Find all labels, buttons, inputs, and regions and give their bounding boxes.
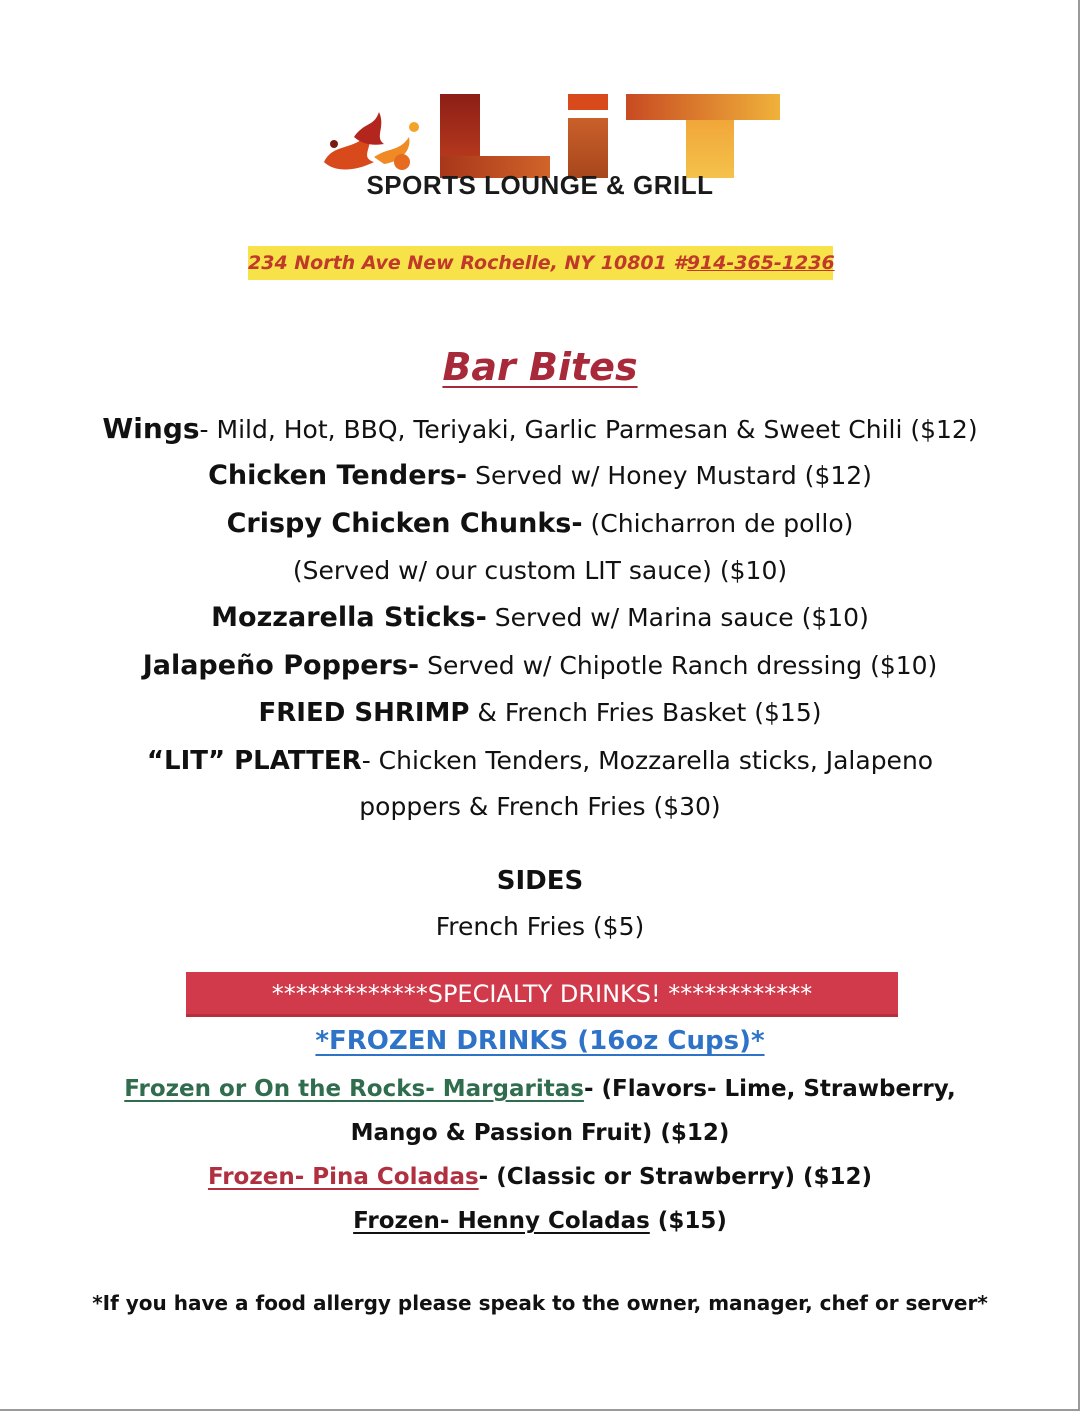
sides-heading: SIDES bbox=[496, 866, 584, 896]
drink-henny-coladas: Frozen- Henny Coladas ($15) bbox=[353, 1208, 727, 1234]
sides-item-french-fries: French Fries ($5) bbox=[435, 912, 645, 941]
menu-item-chicken-tenders: Chicken Tenders- Served w/ Honey Mustard ($12) bbox=[208, 460, 872, 491]
menu-item-lit-platter-detail: poppers & French Fries ($30) bbox=[359, 792, 721, 821]
restaurant-logo bbox=[300, 92, 780, 212]
menu-item-jalapeno-poppers: Jalapeño Poppers- Served w/ Chipotle Ranch dressing ($10) bbox=[142, 650, 938, 681]
menu-item-mozzarella-sticks: Mozzarella Sticks- Served w/ Marina sauce ($10) bbox=[211, 602, 869, 633]
specialty-drinks-banner: *************SPECIALTY DRINKS! ************ bbox=[186, 972, 898, 1017]
menu-item-crispy-chunks: Crispy Chicken Chunks- (Chicharron de pollo) bbox=[226, 508, 854, 539]
address-text: 234 North Ave New Rochelle, NY 10801 # bbox=[248, 252, 687, 274]
allergy-note: *If you have a food allergy please speak to the owner, manager, chef or server* bbox=[92, 1291, 988, 1315]
drink-pina-coladas: Frozen- Pina Coladas- (Classic or Strawberry) ($12) bbox=[207, 1164, 873, 1190]
drink-margaritas: Frozen or On the Rocks- Margaritas- (Flavors- Lime, Strawberry, bbox=[124, 1076, 956, 1102]
menu-item-wings: Wings- Mild, Hot, BBQ, Teriyaki, Garlic Parmesan & Sweet Chili ($12) bbox=[102, 412, 978, 445]
logo-subtitle: SPORTS LOUNGE & GRILL bbox=[366, 170, 714, 200]
frozen-drinks-heading: *FROZEN DRINKS (16oz Cups)* bbox=[315, 1026, 765, 1056]
menu-item-lit-platter: “LIT” PLATTER- Chicken Tenders, Mozzarella sticks, Jalapeno bbox=[146, 746, 934, 776]
flame-icon bbox=[314, 102, 424, 177]
phone-number[interactable]: 914-365-1236 bbox=[686, 252, 835, 274]
menu-item-crispy-chunks-detail: (Served w/ our custom LIT sauce) ($10) bbox=[292, 556, 788, 585]
menu-item-fried-shrimp: FRIED SHRIMP & French Fries Basket ($15) bbox=[258, 698, 822, 728]
drink-margaritas-flavors: Mango & Passion Fruit) ($12) bbox=[350, 1120, 730, 1146]
section-title-bar-bites: Bar Bites bbox=[442, 345, 638, 389]
logo-letters bbox=[440, 94, 780, 178]
address-bar bbox=[248, 246, 833, 280]
